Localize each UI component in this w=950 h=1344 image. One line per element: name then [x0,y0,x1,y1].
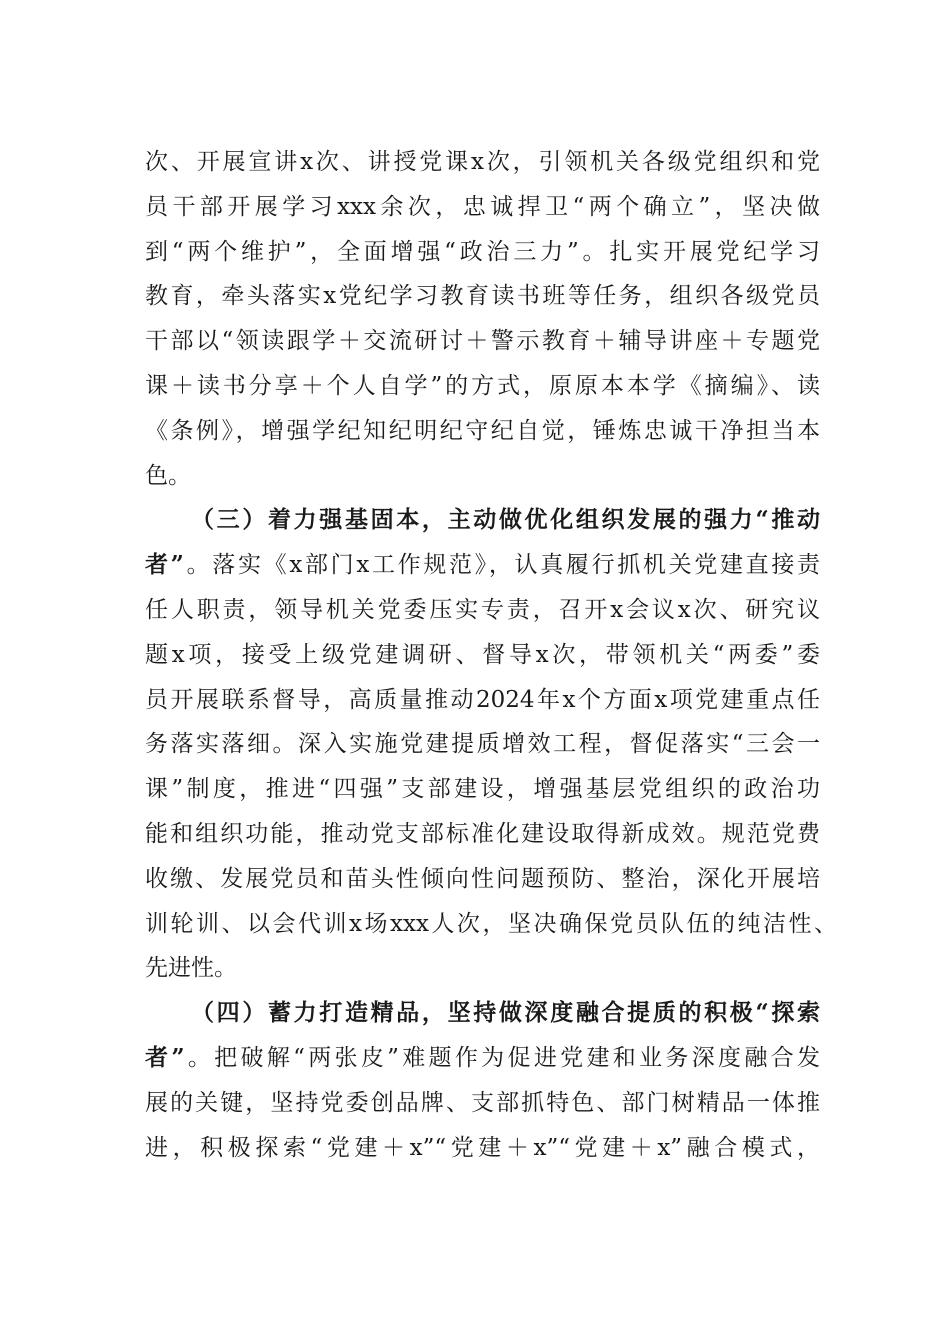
section-heading: （三）着力强基固本，主动做优化组织发展的强力“推动 [191,506,820,534]
text-line: 展的关键，坚持党委创品牌、支部抓特色、部门树精品一体推 [145,1089,820,1116]
text-line: 到“两个维护”，全面增强“政治三力”。扎实开展党纪学习 [145,238,820,265]
paragraph-study [145,140,820,498]
text-line: 先进性。 [145,955,237,982]
text-line: 能和组织功能，推动党支部标准化建设取得新成效。规范党费 [145,820,820,847]
section-heading-tail: 者” [145,551,184,579]
text-line: 干部以“领读跟学＋交流研讨＋警示教育＋辅导讲座＋专题党 [145,328,820,355]
text-line: 课＋读书分享＋个人自学”的方式，原原本本学《摘编》、读 [145,372,820,399]
text-line: 题x项，接受上级党建调研、督导x次，带领机关“两委”委 [145,641,820,668]
text-span: 。落实《x部门x工作规范》，认真履行抓机关党建直接责 [183,552,820,579]
text-line: 训轮训、以会代训x场xxx人次，坚决确保党员队伍的纯洁性、 [145,910,837,937]
text-span: 。把破解“两张皮”难题作为促进党建和业务深度融合发 [184,1044,820,1071]
text-line: 员开展联系督导，高质量推动2024年x个方面x项党建重点任 [145,686,820,713]
text-line: 务落实落细。深入实施党建提质增效工程，督促落实“三会一 [145,731,820,758]
text-line [145,543,820,588]
text-line: 任人职责，领导机关党委压实专责，召开x会议x次、研究议 [145,596,820,623]
text-line: 课”制度，推进“四强”支部建设，增强基层党组织的政治功 [145,776,820,803]
text-line: 进，积极探索“党建＋x”“党建＋x”“党建＋x”融合模式， [145,1134,820,1161]
document-page [145,140,837,1170]
paragraph-section-4 [145,991,820,1170]
text-line: 教育，牵头落实x党纪学习教育读书班等任务，组织各级党员 [145,283,820,310]
text-line: 次、开展宣讲x次、讲授党课x次，引领机关各级党组织和党 [145,149,820,175]
text-line: 收缴、发展党员和苗头性倾向性问题预防、整治，深化开展培 [145,865,820,892]
text-line [145,1036,820,1081]
text-line: 《条例》，增强学纪知纪明纪守纪自觉，锤炼忠诚干净担当本 [145,417,820,444]
text-line: 色。 [145,462,191,489]
paragraph-section-3 [145,498,837,991]
section-heading: （四）蓄力打造精品，坚持做深度融合提质的积极“探索 [191,999,820,1027]
section-heading-tail: 者” [145,1043,185,1071]
text-line: 员干部开展学习xxx余次，忠诚捍卫“两个确立”，坚决做 [145,193,820,220]
